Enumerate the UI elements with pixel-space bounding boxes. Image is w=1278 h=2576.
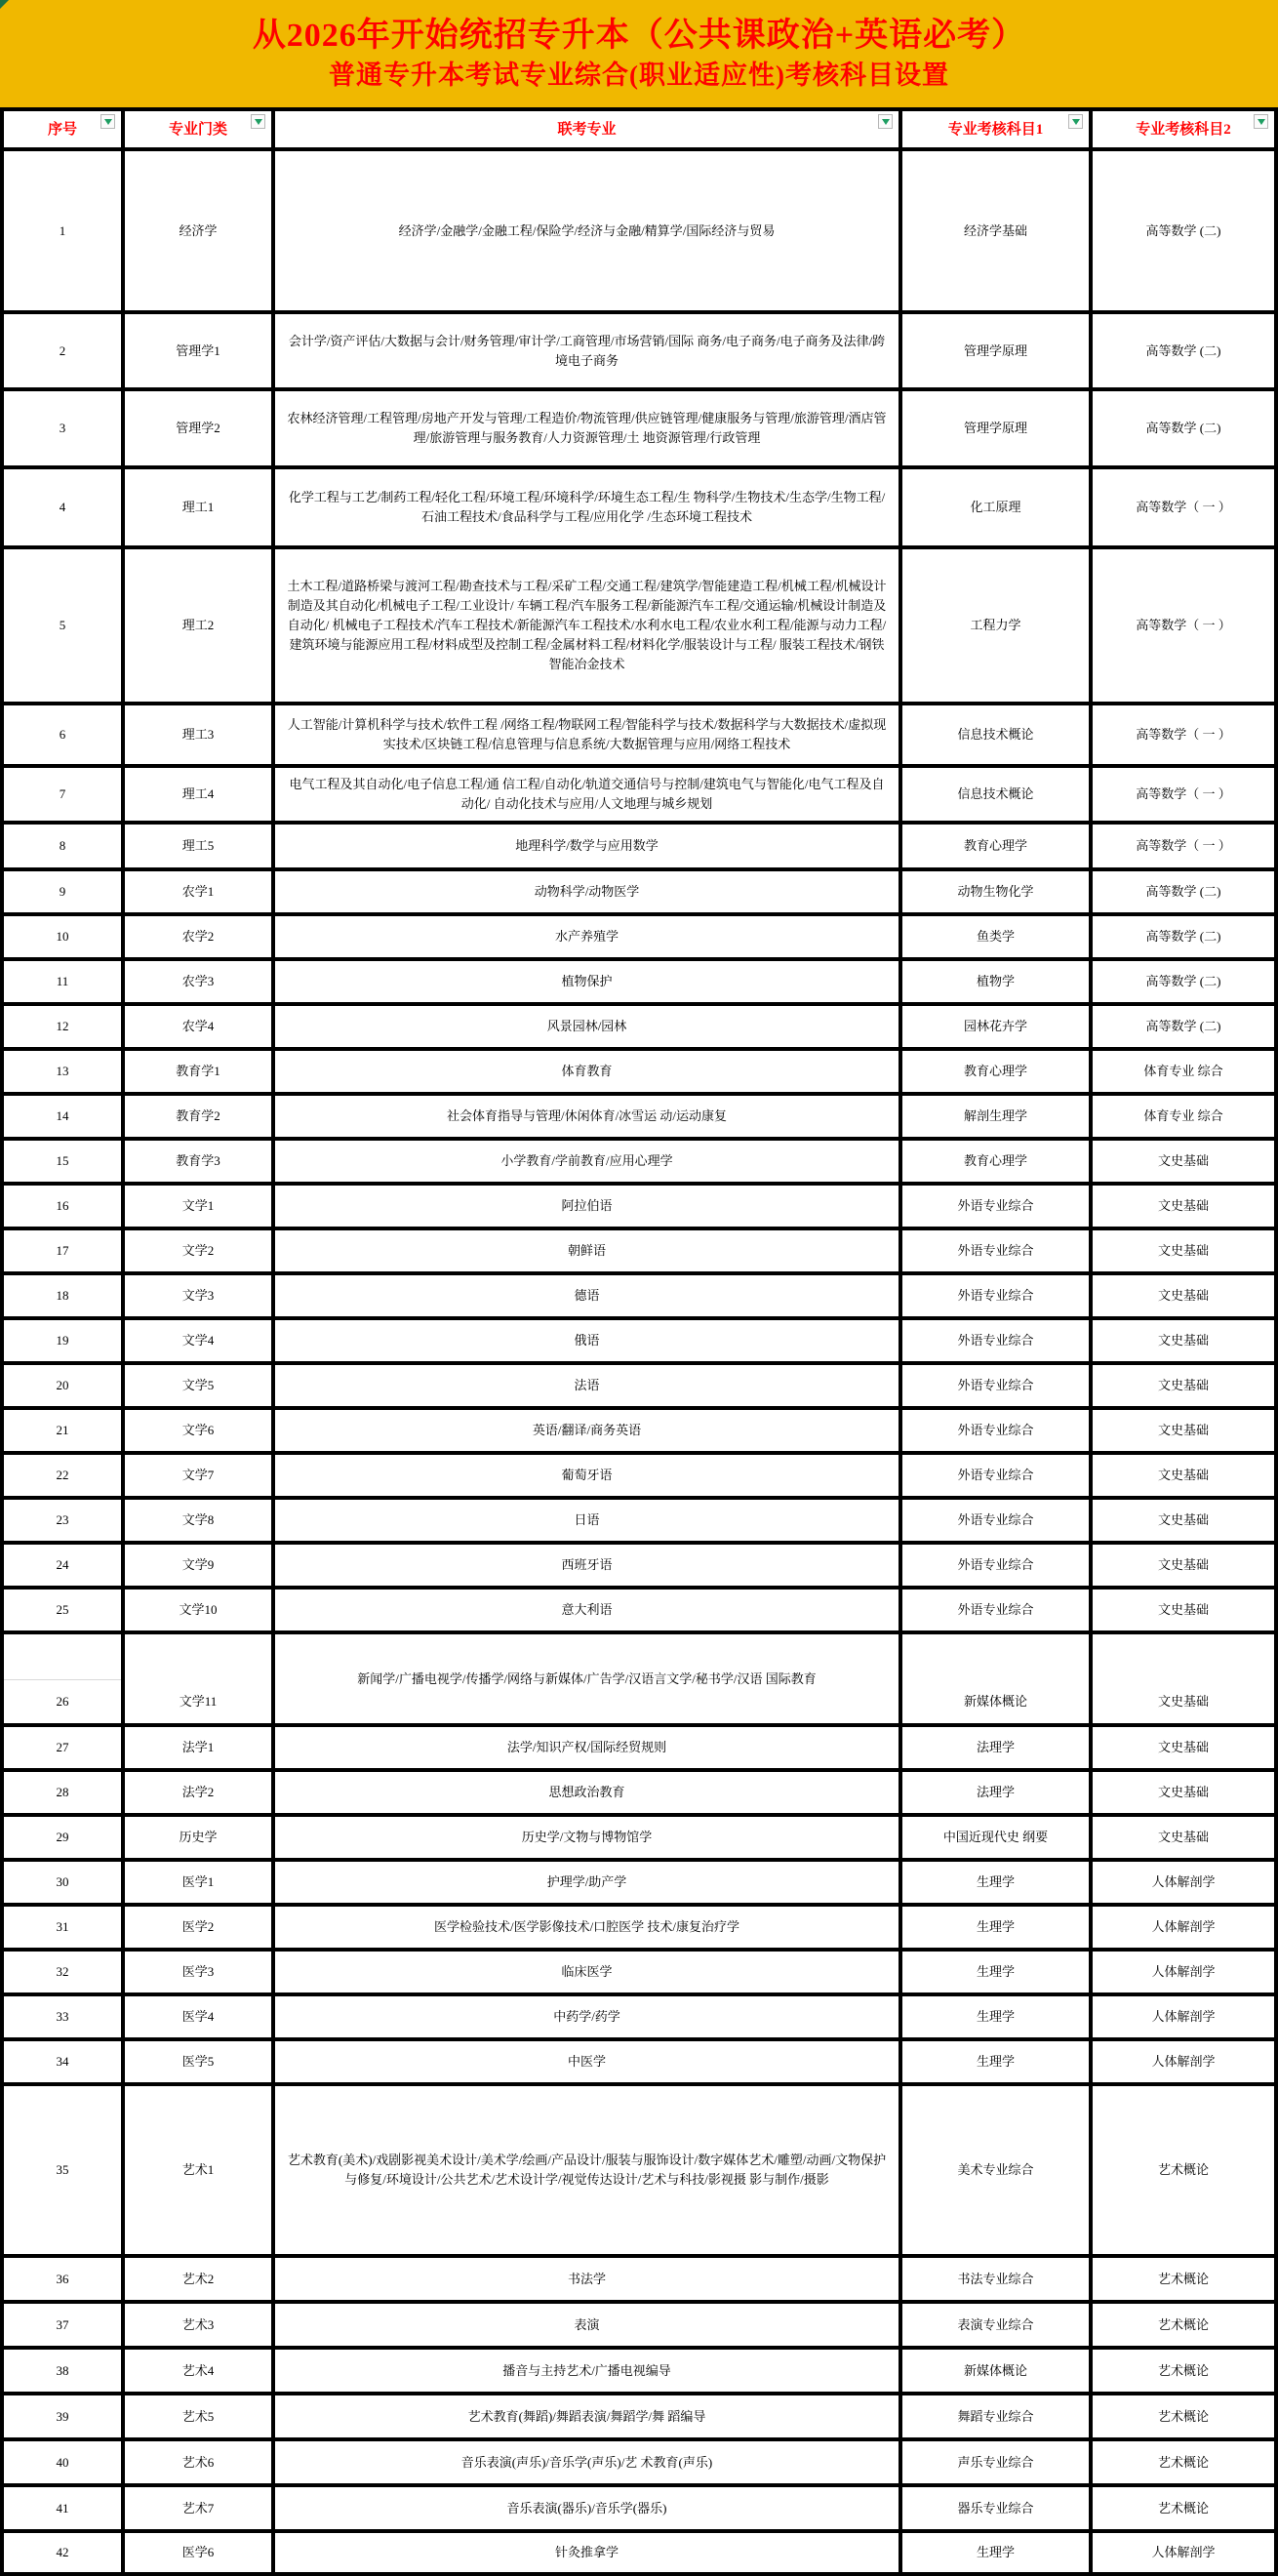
cell-majors: 社会体育指导与管理/休闲体育/冰雪运 动/运动康复 bbox=[275, 1096, 902, 1141]
cell-index: 28 bbox=[0, 1772, 125, 1817]
cell-index: 22 bbox=[0, 1455, 125, 1500]
cell-category: 农学2 bbox=[125, 916, 275, 961]
cell-majors: 艺术教育(舞蹈)/舞蹈表演/舞蹈学/舞 蹈编导 bbox=[275, 2395, 902, 2441]
cell-subject2: 文史基础 bbox=[1093, 1230, 1278, 1275]
table-row bbox=[0, 1590, 1278, 1634]
cell-index: 27 bbox=[0, 1727, 125, 1772]
cell-subject2: 艺术概论 bbox=[1093, 2350, 1278, 2395]
cell-subject2: 文史基础 bbox=[1093, 1365, 1278, 1410]
cell-subject1: 生理学 bbox=[902, 1862, 1093, 1907]
cell-majors: 临床医学 bbox=[275, 1952, 902, 1996]
cell-majors: 土木工程/道路桥梁与渡河工程/勘查技术与工程/采矿工程/交通工程/建筑学/智能建造工程/机械工程/机械设计制造及其自动化/机械电子工程/工业设计/ 车辆工程/汽车服务工程/新能源汽车工程/交通运输/机械设计制造及自动化/ 机械电子工程技术/汽车工程技术/新能源汽车工程技术/水利水电工程/农业水利工程/能源与动力工程/建筑环境与能源应用工程/材料成型及控制工程/金属材料工程/材料化学/服装设计与工程/ 服装工程技术/钢铁智能冶金技术 bbox=[275, 549, 902, 705]
cell-subject2: 高等数学 (二) bbox=[1093, 1006, 1278, 1051]
cell-index: 2 bbox=[0, 314, 125, 391]
cell-index: 3 bbox=[0, 391, 125, 469]
cell-subject1: 管理学原理 bbox=[902, 391, 1093, 469]
cell-subject1: 经济学基础 bbox=[902, 151, 1093, 314]
table-row bbox=[0, 1952, 1278, 1996]
cell-subject1: 声乐专业综合 bbox=[902, 2441, 1093, 2487]
cell-subject2: 文史基础 bbox=[1093, 1320, 1278, 1365]
cell-subject2: 高等数学 (二) bbox=[1093, 314, 1278, 391]
cell-category: 文学4 bbox=[125, 1320, 275, 1365]
cell-category: 文学9 bbox=[125, 1545, 275, 1590]
cell-category: 艺术4 bbox=[125, 2350, 275, 2395]
cell-subject2: 文史基础 bbox=[1093, 1410, 1278, 1455]
cell-majors: 医学检验技术/医学影像技术/口腔医学 技术/康复治疗学 bbox=[275, 1907, 902, 1952]
table-row bbox=[0, 2086, 1278, 2258]
cell-index: 21 bbox=[0, 1410, 125, 1455]
cell-majors: 水产养殖学 bbox=[275, 916, 902, 961]
cell-majors: 中医学 bbox=[275, 2041, 902, 2086]
cell-subject1: 书法专业综合 bbox=[902, 2258, 1093, 2304]
filter-triangle-icon bbox=[1072, 119, 1080, 125]
cell-category: 医学3 bbox=[125, 1952, 275, 1996]
cell-index: 6 bbox=[0, 705, 125, 768]
cell-subject1: 新媒体概论 bbox=[902, 2350, 1093, 2395]
table-row bbox=[0, 2258, 1278, 2304]
cell-subject1: 生理学 bbox=[902, 1907, 1093, 1952]
cell-subject2: 高等数学（ 一 ） bbox=[1093, 705, 1278, 768]
cell-subject1: 化工原理 bbox=[902, 469, 1093, 549]
cell-index: 16 bbox=[0, 1186, 125, 1230]
cell-majors: 阿拉伯语 bbox=[275, 1186, 902, 1230]
cell-majors: 葡萄牙语 bbox=[275, 1455, 902, 1500]
cell-category: 文学6 bbox=[125, 1410, 275, 1455]
cell-subject1: 外语专业综合 bbox=[902, 1275, 1093, 1320]
table-row bbox=[0, 1455, 1278, 1500]
cell-subject1: 信息技术概论 bbox=[902, 768, 1093, 825]
cell-subject2: 人体解剖学 bbox=[1093, 1907, 1278, 1952]
cell-majors: 风景园林/园林 bbox=[275, 1006, 902, 1051]
cell-subject1: 信息技术概论 bbox=[902, 705, 1093, 768]
cell-index: 17 bbox=[0, 1230, 125, 1275]
cell-subject2: 文史基础 bbox=[1093, 1455, 1278, 1500]
cell-category: 艺术6 bbox=[125, 2441, 275, 2487]
filter-triangle-icon bbox=[882, 119, 890, 125]
cell-index: 18 bbox=[0, 1275, 125, 1320]
cell-index: 35 bbox=[0, 2086, 125, 2258]
col-header-subject1 bbox=[902, 107, 1093, 151]
cell-subject1: 表演专业综合 bbox=[902, 2304, 1093, 2350]
cell-category: 医学5 bbox=[125, 2041, 275, 2086]
table-row bbox=[0, 1365, 1278, 1410]
col-header-majors bbox=[275, 107, 902, 151]
cell-subject2: 人体解剖学 bbox=[1093, 2533, 1278, 2576]
cell-category: 理工2 bbox=[125, 549, 275, 705]
cell-index: 31 bbox=[0, 1907, 125, 1952]
col-header-index bbox=[0, 107, 125, 151]
filter-triangle-icon bbox=[1258, 119, 1265, 125]
cell-index: 10 bbox=[0, 916, 125, 961]
cell-subject1: 动物生物化学 bbox=[902, 871, 1093, 916]
cell-majors: 音乐表演(声乐)/音乐学(声乐)/艺 术教育(声乐) bbox=[275, 2441, 902, 2487]
cell-subject2: 文史基础 bbox=[1093, 1817, 1278, 1862]
table-row bbox=[0, 1275, 1278, 1320]
cell-index: 19 bbox=[0, 1320, 125, 1365]
col-header-subject2-label: 专业考核科目2 bbox=[1136, 121, 1231, 138]
cell-subject1: 生理学 bbox=[902, 1996, 1093, 2041]
cell-index: 33 bbox=[0, 1996, 125, 2041]
cell-index: 40 bbox=[0, 2441, 125, 2487]
cell-category: 理工5 bbox=[125, 825, 275, 871]
cell-subject2: 文史基础 bbox=[1093, 1545, 1278, 1590]
cell-subject2: 人体解剖学 bbox=[1093, 1862, 1278, 1907]
cell-index: 42 bbox=[0, 2533, 125, 2576]
table-row bbox=[0, 2304, 1278, 2350]
cell-category: 文学10 bbox=[125, 1590, 275, 1634]
cell-subject2: 艺术概论 bbox=[1093, 2304, 1278, 2350]
filter-dropdown-icon[interactable] bbox=[878, 114, 893, 129]
cell-subject2: 艺术概论 bbox=[1093, 2258, 1278, 2304]
cell-index: 4 bbox=[0, 469, 125, 549]
cell-majors: 针灸推拿学 bbox=[275, 2533, 902, 2576]
cell-category: 农学3 bbox=[125, 961, 275, 1006]
cell-category: 文学7 bbox=[125, 1455, 275, 1500]
table-row bbox=[0, 825, 1278, 871]
cell-subject1: 生理学 bbox=[902, 2041, 1093, 2086]
cell-subject2: 高等数学 (二) bbox=[1093, 391, 1278, 469]
page-title-line2: 普通专升本考试专业综合(职业适应性)考核科目设置 bbox=[329, 60, 949, 90]
cell-category: 农学4 bbox=[125, 1006, 275, 1051]
table-row bbox=[0, 1410, 1278, 1455]
cell-subject2: 文史基础 bbox=[1093, 1727, 1278, 1772]
table-body bbox=[0, 151, 1278, 2576]
cell-majors: 农林经济管理/工程管理/房地产开发与管理/工程造价/物流管理/供应链管理/健康服务与管理/旅游管理/酒店管理/旅游管理与服务教育/人力资源管理/土 地资源管理/行政管理 bbox=[275, 391, 902, 469]
cell-index: 1 bbox=[0, 151, 125, 314]
cell-subject2: 高等数学（ 一 ） bbox=[1093, 825, 1278, 871]
col-header-majors-label: 联考专业 bbox=[557, 121, 617, 138]
table-row bbox=[0, 1096, 1278, 1141]
cell-subject1: 器乐专业综合 bbox=[902, 2487, 1093, 2533]
cell-subject1: 园林花卉学 bbox=[902, 1006, 1093, 1051]
cell-subject2: 人体解剖学 bbox=[1093, 2041, 1278, 2086]
cell-majors: 小学教育/学前教育/应用心理学 bbox=[275, 1141, 902, 1186]
cell-subject1: 中国近现代史 纲要 bbox=[902, 1817, 1093, 1862]
cell-category: 理工4 bbox=[125, 768, 275, 825]
table-row bbox=[0, 1862, 1278, 1907]
cell-majors: 日语 bbox=[275, 1500, 902, 1545]
table-row bbox=[0, 1500, 1278, 1545]
cell-category: 法学1 bbox=[125, 1727, 275, 1772]
cell-subject1: 解剖生理学 bbox=[902, 1096, 1093, 1141]
cell-majors: 经济学/金融学/金融工程/保险学/经济与金融/精算学/国际经济与贸易 bbox=[275, 151, 902, 314]
table-row bbox=[0, 916, 1278, 961]
title-banner bbox=[0, 0, 1278, 107]
table-row bbox=[0, 549, 1278, 705]
cell-subject1: 生理学 bbox=[902, 1952, 1093, 1996]
table-row bbox=[0, 2441, 1278, 2487]
table-row bbox=[0, 1230, 1278, 1275]
cell-subject1: 教育心理学 bbox=[902, 1141, 1093, 1186]
cell-subject1: 新媒体概论 bbox=[902, 1634, 1093, 1727]
cell-index: 38 bbox=[0, 2350, 125, 2395]
cell-majors: 俄语 bbox=[275, 1320, 902, 1365]
cell-subject2: 艺术概论 bbox=[1093, 2395, 1278, 2441]
cell-category: 艺术3 bbox=[125, 2304, 275, 2350]
table-row bbox=[0, 2487, 1278, 2533]
cell-index: 8 bbox=[0, 825, 125, 871]
cell-subject1: 舞蹈专业综合 bbox=[902, 2395, 1093, 2441]
filter-dropdown-icon[interactable] bbox=[251, 114, 265, 129]
cell-subject1: 外语专业综合 bbox=[902, 1455, 1093, 1500]
cell-index: 41 bbox=[0, 2487, 125, 2533]
filter-dropdown-icon[interactable] bbox=[100, 114, 115, 129]
cell-category: 历史学 bbox=[125, 1817, 275, 1862]
cell-majors: 植物保护 bbox=[275, 961, 902, 1006]
col-header-subject2 bbox=[1093, 107, 1278, 151]
cell-subject1: 法理学 bbox=[902, 1727, 1093, 1772]
cell-index: 15 bbox=[0, 1141, 125, 1186]
table-row bbox=[0, 1907, 1278, 1952]
table-row bbox=[0, 469, 1278, 549]
cell-index: 34 bbox=[0, 2041, 125, 2086]
sheet-corner-marker-icon bbox=[0, 0, 9, 9]
cell-subject2: 文史基础 bbox=[1093, 1500, 1278, 1545]
cell-category: 教育学2 bbox=[125, 1096, 275, 1141]
cell-majors: 会计学/资产评估/大数据与会计/财务管理/审计学/工商管理/市场营销/国际 商务/电子商务/电子商务及法律/跨境电子商务 bbox=[275, 314, 902, 391]
cell-majors: 英语/翻译/商务英语 bbox=[275, 1410, 902, 1455]
cell-subject1: 外语专业综合 bbox=[902, 1410, 1093, 1455]
cell-subject2: 人体解剖学 bbox=[1093, 1952, 1278, 1996]
cell-index: 37 bbox=[0, 2304, 125, 2350]
cell-category: 理工3 bbox=[125, 705, 275, 768]
cell-category: 经济学 bbox=[125, 151, 275, 314]
table-row bbox=[0, 1727, 1278, 1772]
cell-subject1: 外语专业综合 bbox=[902, 1230, 1093, 1275]
cell-subject1: 法理学 bbox=[902, 1772, 1093, 1817]
cell-subject1: 外语专业综合 bbox=[902, 1365, 1093, 1410]
cell-index: 12 bbox=[0, 1006, 125, 1051]
cell-subject2: 文史基础 bbox=[1093, 1141, 1278, 1186]
cell-subject2: 艺术概论 bbox=[1093, 2441, 1278, 2487]
cell-index: 29 bbox=[0, 1817, 125, 1862]
cell-category: 文学8 bbox=[125, 1500, 275, 1545]
cell-subject1: 管理学原理 bbox=[902, 314, 1093, 391]
cell-index: 32 bbox=[0, 1952, 125, 1996]
table-row bbox=[0, 151, 1278, 314]
cell-category: 医学4 bbox=[125, 1996, 275, 2041]
cell-subject2: 文史基础 bbox=[1093, 1772, 1278, 1817]
cell-majors: 书法学 bbox=[275, 2258, 902, 2304]
cell-majors: 动物科学/动物医学 bbox=[275, 871, 902, 916]
cell-subject2: 艺术概论 bbox=[1093, 2487, 1278, 2533]
cell-index: 23 bbox=[0, 1500, 125, 1545]
table-row bbox=[0, 2395, 1278, 2441]
table-row bbox=[0, 1996, 1278, 2041]
cell-subject1: 外语专业综合 bbox=[902, 1320, 1093, 1365]
cell-subject1: 外语专业综合 bbox=[902, 1545, 1093, 1590]
cell-subject1: 教育心理学 bbox=[902, 1051, 1093, 1096]
cell-index: 5 bbox=[0, 549, 125, 705]
filter-triangle-icon bbox=[255, 119, 262, 125]
cell-majors: 西班牙语 bbox=[275, 1545, 902, 1590]
cell-subject2: 体育专业 综合 bbox=[1093, 1096, 1278, 1141]
cell-majors: 化学工程与工艺/制药工程/轻化工程/环境工程/环境科学/环境生态工程/生 物科学/生物技术/生态学/生物工程/石油工程技术/食品科学与工程/应用化学 /生态环境工程技术 bbox=[275, 469, 902, 549]
cell-subject2: 文史基础 bbox=[1093, 1634, 1278, 1727]
cell-subject2: 体育专业 综合 bbox=[1093, 1051, 1278, 1096]
table-row bbox=[0, 1006, 1278, 1051]
cell-majors: 电气工程及其自动化/电子信息工程/通 信工程/自动化/轨道交通信号与控制/建筑电气与智能化/电气工程及自动化/ 自动化技术与应用/人文地理与城乡规划 bbox=[275, 768, 902, 825]
cell-majors: 艺术教育(美术)/戏剧影视美术设计/美术学/绘画/产品设计/服装与服饰设计/数字媒体艺术/雕塑/动画/文物保护 与修复/环境设计/公共艺术/艺术设计学/视觉传达设计/艺术与科技/影视摄 影与制作/摄影 bbox=[275, 2086, 902, 2258]
cell-majors: 人工智能/计算机科学与技术/软件工程 /网络工程/物联网工程/智能科学与技术/数据科学与大数据技术/虚拟现实技术/区块链工程/信息管理与信息系统/大数据管理与应用/网络工程技术 bbox=[275, 705, 902, 768]
table-row bbox=[0, 1051, 1278, 1096]
cell-subject1: 外语专业综合 bbox=[902, 1590, 1093, 1634]
cell-subject2: 高等数学（ 一 ） bbox=[1093, 768, 1278, 825]
cell-category: 文学11 bbox=[125, 1634, 275, 1727]
table-row bbox=[0, 2041, 1278, 2086]
cell-category: 文学2 bbox=[125, 1230, 275, 1275]
cell-majors: 护理学/助产学 bbox=[275, 1862, 902, 1907]
cell-subject1: 生理学 bbox=[902, 2533, 1093, 2576]
table-row bbox=[0, 1817, 1278, 1862]
table-row bbox=[0, 768, 1278, 825]
filter-dropdown-icon[interactable] bbox=[1254, 114, 1268, 129]
table-row bbox=[0, 1772, 1278, 1817]
cell-subject1: 植物学 bbox=[902, 961, 1093, 1006]
cell-subject2: 高等数学 (二) bbox=[1093, 871, 1278, 916]
col-header-category-label: 专业门类 bbox=[168, 121, 227, 138]
cell-index: 14 bbox=[0, 1096, 125, 1141]
cell-subject2: 高等数学 (二) bbox=[1093, 961, 1278, 1006]
cell-subject1: 外语专业综合 bbox=[902, 1500, 1093, 1545]
cell-index: 39 bbox=[0, 2395, 125, 2441]
cell-subject2: 高等数学（ 一 ） bbox=[1093, 549, 1278, 705]
cell-category: 医学6 bbox=[125, 2533, 275, 2576]
table-row bbox=[0, 1186, 1278, 1230]
cell-category: 法学2 bbox=[125, 1772, 275, 1817]
cell-majors: 历史学/文物与博物馆学 bbox=[275, 1817, 902, 1862]
cell-subject1: 鱼类学 bbox=[902, 916, 1093, 961]
cell-majors: 表演 bbox=[275, 2304, 902, 2350]
cell-subject2: 文史基础 bbox=[1093, 1186, 1278, 1230]
table-row bbox=[0, 705, 1278, 768]
cell-category: 理工1 bbox=[125, 469, 275, 549]
page-title-line1: 从2026年开始统招专升本（公共课政治+英语必考） bbox=[252, 18, 1026, 54]
cell-subject2: 文史基础 bbox=[1093, 1590, 1278, 1634]
cell-index: 7 bbox=[0, 768, 125, 825]
cell-index: 13 bbox=[0, 1051, 125, 1096]
cell-category: 文学5 bbox=[125, 1365, 275, 1410]
table-row bbox=[0, 871, 1278, 916]
cell-index: 25 bbox=[0, 1590, 125, 1634]
cell-subject1: 教育心理学 bbox=[902, 825, 1093, 871]
table-row bbox=[0, 391, 1278, 469]
cell-majors: 朝鲜语 bbox=[275, 1230, 902, 1275]
table-row bbox=[0, 961, 1278, 1006]
cell-category: 艺术2 bbox=[125, 2258, 275, 2304]
table-row bbox=[0, 2350, 1278, 2395]
cell-subject1: 外语专业综合 bbox=[902, 1186, 1093, 1230]
col-header-category bbox=[125, 107, 275, 151]
cell-category: 教育学3 bbox=[125, 1141, 275, 1186]
cell-subject2: 人体解剖学 bbox=[1093, 1996, 1278, 2041]
cell-subject1: 工程力学 bbox=[902, 549, 1093, 705]
cell-majors: 意大利语 bbox=[275, 1590, 902, 1634]
cell-index: 36 bbox=[0, 2258, 125, 2304]
col-header-subject1-label: 专业考核科目1 bbox=[947, 121, 1044, 138]
cell-category: 艺术7 bbox=[125, 2487, 275, 2533]
cell-index: 30 bbox=[0, 1862, 125, 1907]
cell-category: 医学2 bbox=[125, 1907, 275, 1952]
cell-category: 教育学1 bbox=[125, 1051, 275, 1096]
table-row bbox=[0, 1545, 1278, 1590]
filter-triangle-icon bbox=[104, 119, 112, 125]
cell-index: 11 bbox=[0, 961, 125, 1006]
table-row bbox=[0, 1141, 1278, 1186]
table-row bbox=[0, 1320, 1278, 1365]
cell-index: 26 bbox=[0, 1634, 125, 1727]
cell-category: 文学1 bbox=[125, 1186, 275, 1230]
cell-index: 20 bbox=[0, 1365, 125, 1410]
table-row bbox=[0, 2533, 1278, 2576]
subjects-table bbox=[0, 107, 1278, 2576]
table-row bbox=[0, 314, 1278, 391]
cell-majors: 音乐表演(器乐)/音乐学(器乐) bbox=[275, 2487, 902, 2533]
cell-subject1: 美术专业综合 bbox=[902, 2086, 1093, 2258]
cell-majors: 法学/知识产权/国际经贸规则 bbox=[275, 1727, 902, 1772]
cell-majors: 地理科学/数学与应用数学 bbox=[275, 825, 902, 871]
col-header-index-label: 序号 bbox=[47, 121, 77, 138]
cell-majors: 中药学/药学 bbox=[275, 1996, 902, 2041]
cell-majors: 新闻学/广播电视学/传播学/网络与新媒体/广告学/汉语言文学/秘书学/汉语 国际教育 bbox=[275, 1634, 902, 1727]
cell-subject2: 高等数学 (二) bbox=[1093, 151, 1278, 314]
cell-subject2: 文史基础 bbox=[1093, 1275, 1278, 1320]
cell-index: 9 bbox=[0, 871, 125, 916]
cell-majors: 思想政治教育 bbox=[275, 1772, 902, 1817]
cell-category: 农学1 bbox=[125, 871, 275, 916]
cell-category: 管理学1 bbox=[125, 314, 275, 391]
cell-category: 医学1 bbox=[125, 1862, 275, 1907]
filter-dropdown-icon[interactable] bbox=[1068, 114, 1083, 129]
cell-category: 文学3 bbox=[125, 1275, 275, 1320]
cell-index: 24 bbox=[0, 1545, 125, 1590]
cell-category: 艺术5 bbox=[125, 2395, 275, 2441]
table-row bbox=[0, 1634, 1278, 1727]
cell-majors: 德语 bbox=[275, 1275, 902, 1320]
cell-majors: 播音与主持艺术/广播电视编导 bbox=[275, 2350, 902, 2395]
cell-majors: 法语 bbox=[275, 1365, 902, 1410]
cell-majors: 体育教育 bbox=[275, 1051, 902, 1096]
cell-subject2: 艺术概论 bbox=[1093, 2086, 1278, 2258]
cell-category: 艺术1 bbox=[125, 2086, 275, 2258]
cell-subject2: 高等数学 (二) bbox=[1093, 916, 1278, 961]
table-header-row bbox=[0, 107, 1278, 151]
cell-category: 管理学2 bbox=[125, 391, 275, 469]
cell-subject2: 高等数学（ 一 ） bbox=[1093, 469, 1278, 549]
